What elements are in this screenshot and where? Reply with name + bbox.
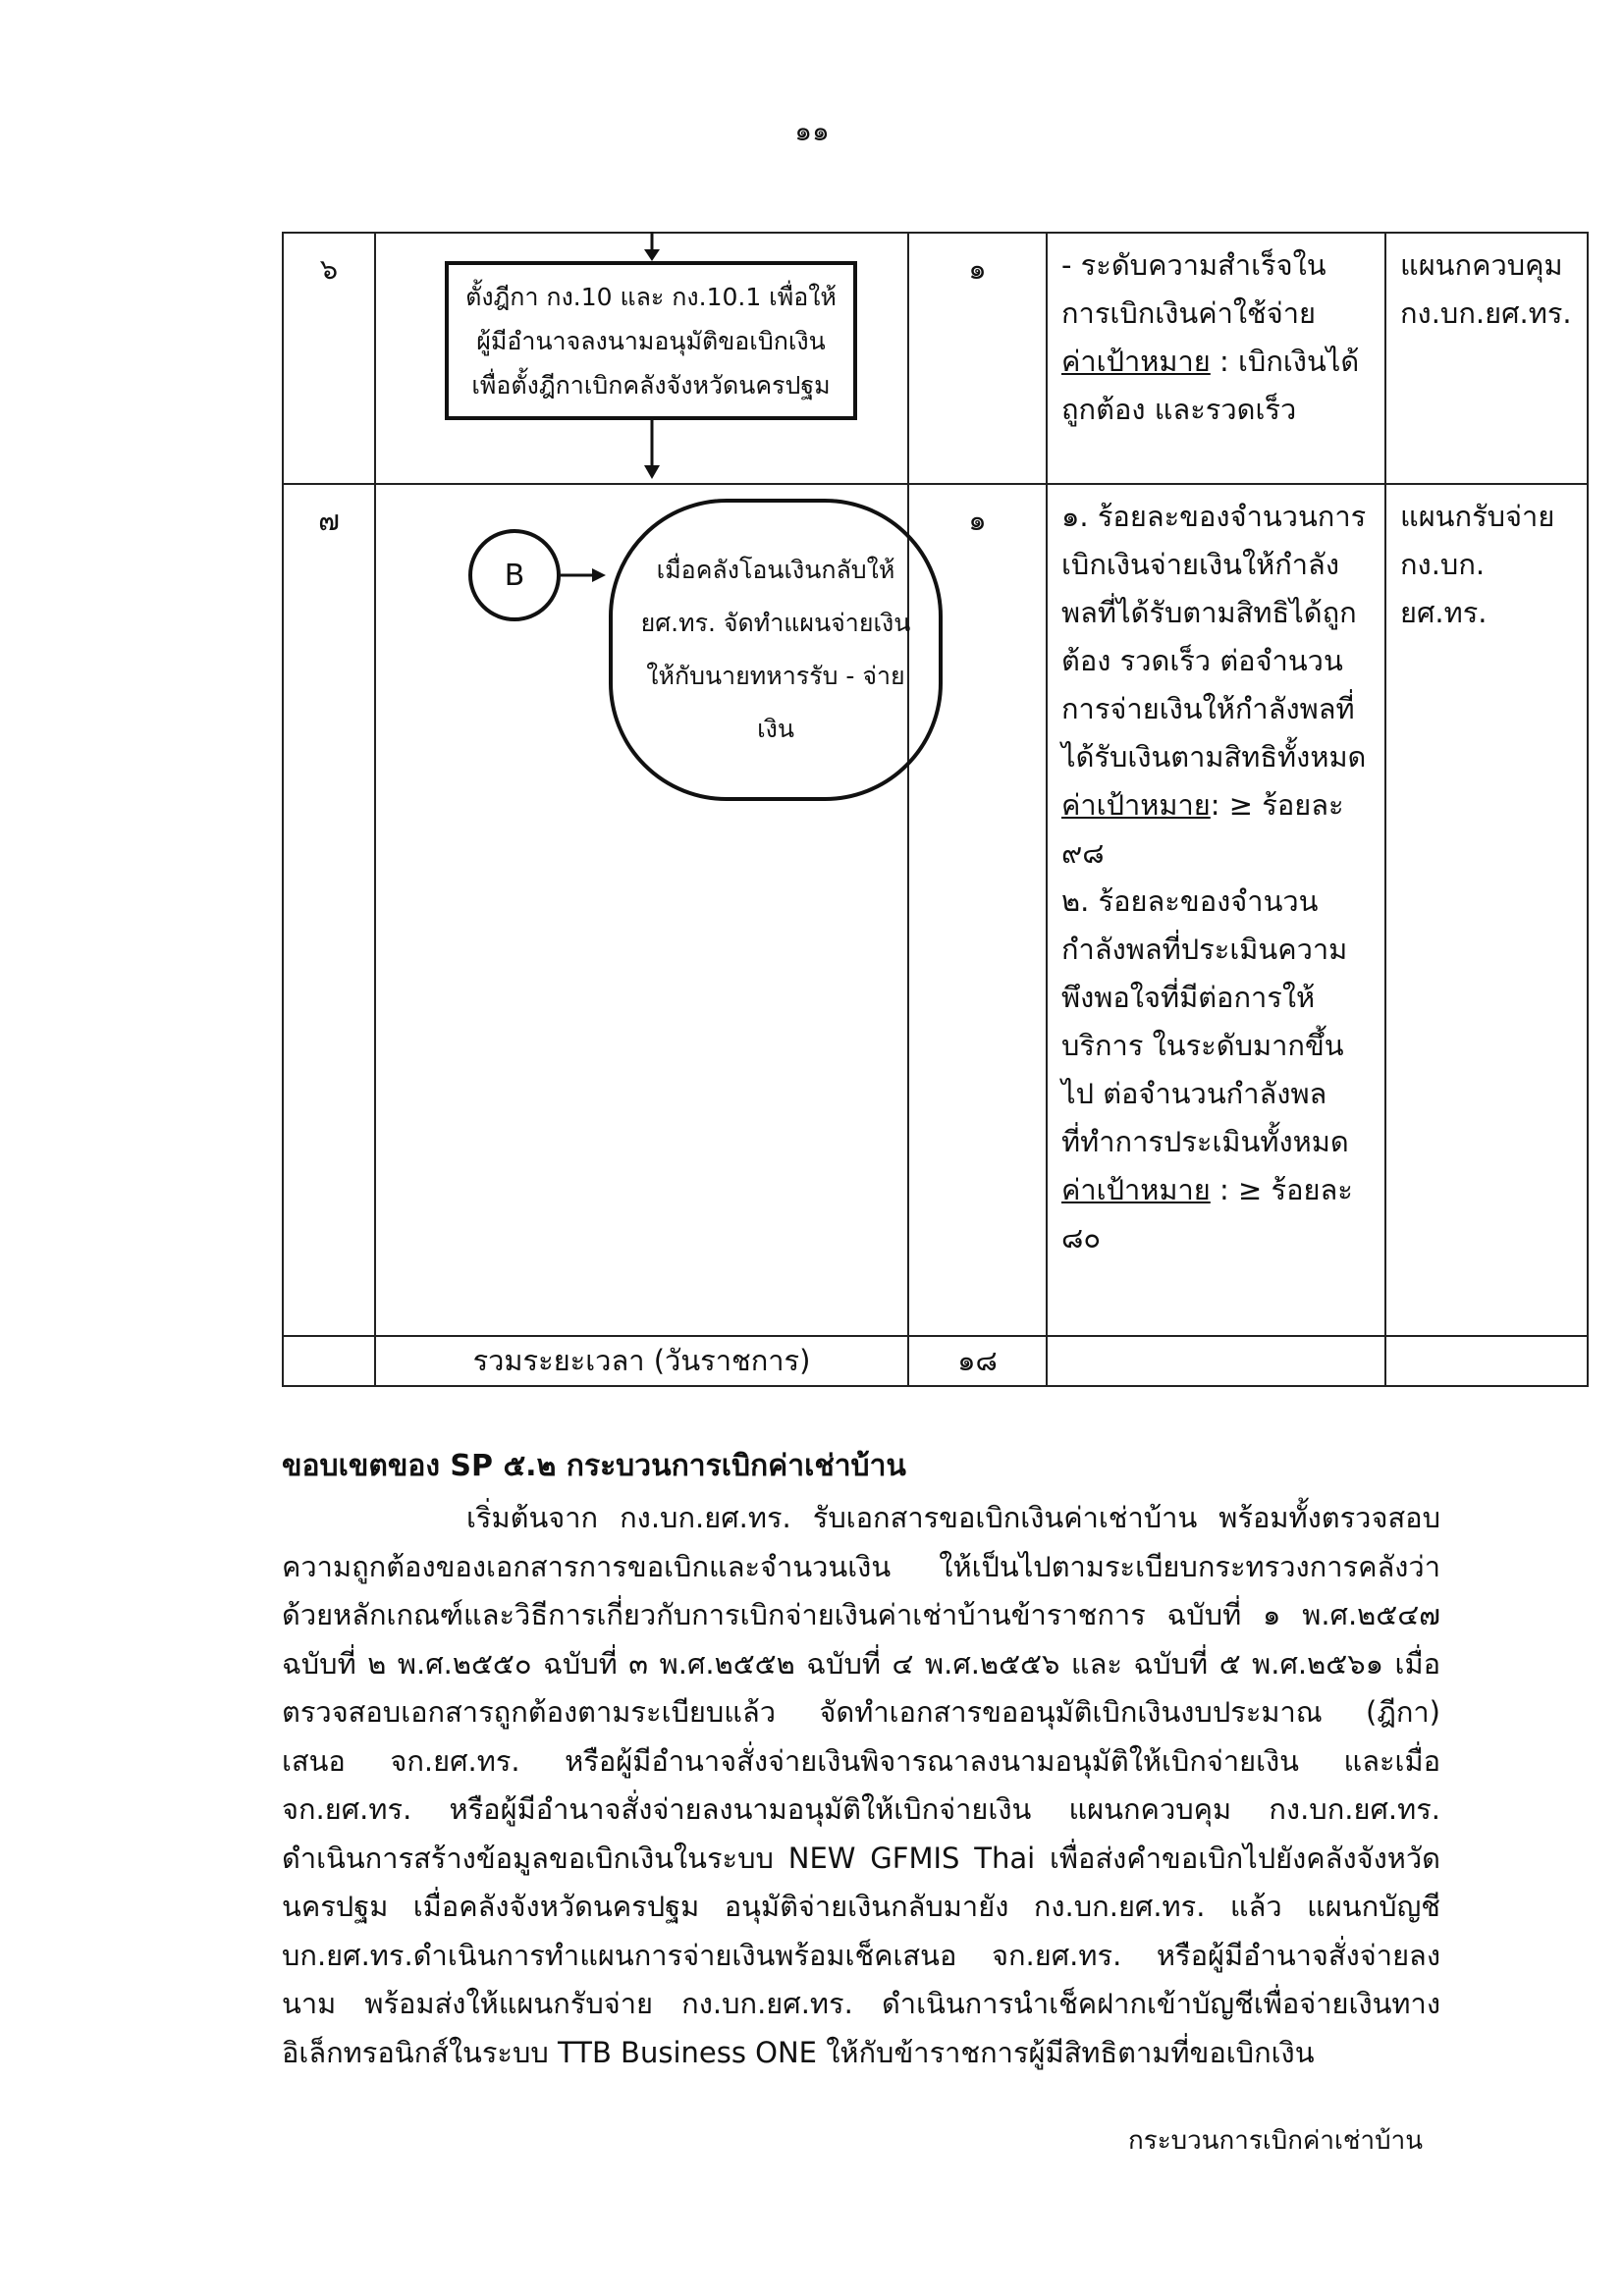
arrow-right-icon	[561, 565, 610, 585]
indicator-cell	[1047, 484, 1385, 1336]
summary-days: ๑๘	[908, 1336, 1047, 1386]
target-text	[1061, 1166, 1371, 1262]
indicator-text: - ระดับความสำเร็จในการเบิกเงินค่าใช้จ่าย	[1061, 248, 1326, 330]
responsible-unit: แผนกรับจ่าย กง.บก. ยศ.ทร.	[1385, 484, 1588, 1336]
summary-row	[283, 1336, 1588, 1386]
target-value: : ≥ ร้อยละ ๘๐	[1061, 1173, 1353, 1255]
target-value: : เบิกเงินได้ถูกต้อง และรวดเร็ว	[1061, 345, 1360, 426]
process-table	[282, 232, 1589, 1387]
indicator-cell	[1047, 233, 1385, 484]
table-row	[283, 233, 1588, 484]
process-box: ตั้งฎีกา กง.10 และ กง.10.1 เพื่อให้ผู้มีอำนาจลงนามอนุมัติขอเบิกเงินเพื่อตั้งฎีกาเบิกคลังจังหวัดนครปฐม	[445, 261, 857, 420]
page-number: ๑๑	[794, 115, 830, 147]
page-footer: กระบวนการเบิกค่าเช่าบ้าน	[1128, 2126, 1423, 2156]
indicator-text: ๒. ร้อยละของจำนวนกำลังพลที่ประเมินความพึงพอใจที่มีต่อการให้บริการ ในระดับมากขึ้นไป ต่อจำนวนกำลังพลที่ทำการประเมินทั้งหมด	[1061, 884, 1349, 1158]
target-label: ค่าเป้าหมาย	[1061, 788, 1211, 822]
arrow-down-icon	[639, 232, 669, 261]
body-paragraph: เริ่มต้นจาก กง.บก.ยศ.ทร. รับเอกสารขอเบิกเงินค่าเช่าบ้าน พร้อมทั้งตรวจสอบความถูกต้องของเอกสารการขอเบิกและจำนวนเงิน ให้เป็นไปตามระเบียบกระทรวงการคลังว่าด้วยหลักเกณฑ์และวิธีการเกี่ยวกับการเบิกจ่ายเงินค่าเช่าบ้านข้าราชการ ฉบับที่ ๑ พ.ศ.๒๕๔๗ ฉบับที่ ๒ พ.ศ.๒๕๕๐ ฉบับที่ ๓ พ.ศ.๒๕๕๒ ฉบับที่ ๔ พ.ศ.๒๕๕๖ และ ฉบับที่ ๕ พ.ศ.๒๕๖๑ เมื่อตรวจสอบเอกสารถูกต้องตามระเบียบแล้ว จัดทำเอกสารขออนุมัติเบิกเงินงบประมาณ (ฎีกา) เสนอ จก.ยศ.ทร. หรือผู้มีอำนาจสั่งจ่ายเงินพิจารณาลงนามอนุมัติให้เบิกจ่ายเงิน และเมื่อ จก.ยศ.ทร. หรือผู้มีอำนาจสั่งจ่ายลงนามอนุมัติให้เบิกจ่ายเงิน แผนกควบคุม กง.บก.ยศ.ทร. ดำเนินการสร้างข้อมูลขอเบิกเงินในระบบ NEW GFMIS Thai เพื่อส่งคำขอเบิกไปยังคลังจังหวัดนครปฐม เมื่อคลังจังหวัดนครปฐม อนุมัติจ่ายเงินกลับมายัง กง.บก.ยศ.ทร. แล้ว แผนกบัญชี บก.ยศ.ทร.ดำเนินการทำแผนการจ่ายเงินพร้อมเช็คเสนอ จก.ยศ.ทร. หรือผู้มีอำนาจสั่งจ่ายลงนาม พร้อมส่งให้แผนกรับจ่าย กง.บก.ยศ.ทร. ดำเนินการนำเช็คฝากเข้าบัญชีเพื่อจ่ายเงินทางอิเล็กทรอนิกส์ในระบบ TTB Business ONE ให้กับข้าราชการผู้มีสิทธิตามที่ขอเบิกเงิน	[282, 1501, 1440, 2069]
section-heading: ขอบเขตของ SP ๕.๒ กระบวนการเบิกค่าเช่าบ้าน	[282, 1449, 906, 1483]
flowchart-cell	[375, 233, 908, 484]
target-label: ค่าเป้าหมาย	[1061, 345, 1211, 378]
flowchart-cell	[375, 484, 911, 1336]
indicator-text: ๑. ร้อยละของจำนวนการเบิกเงินจ่ายเงินให้กำลังพลที่ได้รับตามสิทธิได้ถูกต้อง รวดเร็ว ต่อจำนวนการจ่ายเงินให้กำลังพลที่ได้รับเงินตามสิทธิทั้งหมด	[1061, 500, 1367, 774]
responsible-unit: แผนกควบคุมกง.บก.ยศ.ทร.	[1385, 233, 1588, 484]
step-number: ๖	[283, 233, 375, 484]
target-label: ค่าเป้าหมาย	[1061, 1173, 1211, 1206]
summary-label: รวมระยะเวลา (วันราชการ)	[375, 1336, 908, 1386]
target-value: : ≥ ร้อยละ ๙๘	[1061, 788, 1344, 870]
arrow-down-icon	[639, 420, 669, 481]
terminator-box: เมื่อคลังโอนเงินกลับให้ยศ.ทร. จัดทำแผนจ่ายเงินให้กับนายทหารรับ - จ่ายเงิน	[609, 499, 943, 801]
target-text	[1061, 338, 1371, 434]
connector-circle: B	[468, 529, 561, 621]
duration-days: ๑	[908, 233, 1047, 484]
target-text	[1061, 781, 1371, 878]
duration-days: ๑	[908, 484, 1047, 1336]
table-row	[283, 484, 1588, 1336]
step-number: ๗	[283, 484, 375, 1336]
